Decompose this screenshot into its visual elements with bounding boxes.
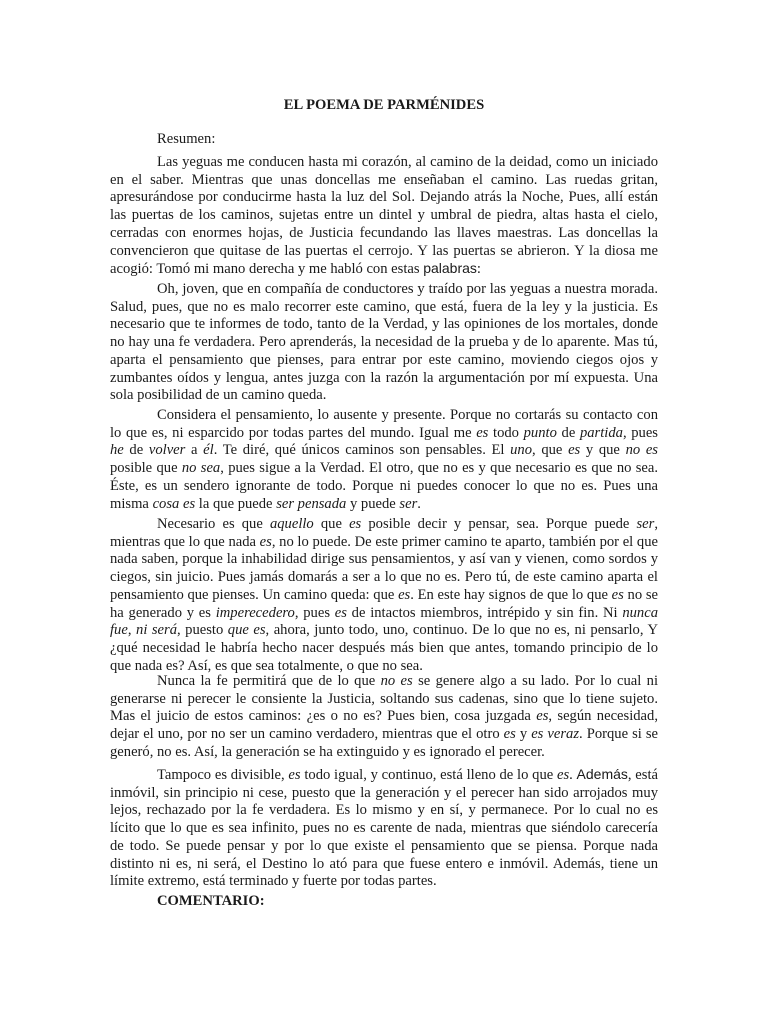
text-run: no es	[625, 442, 658, 459]
text-run: partida	[579, 424, 623, 441]
text-run: es	[611, 586, 624, 603]
text-run: :	[476, 261, 481, 278]
text-run: la que puede	[195, 495, 277, 512]
text-run: uno	[510, 442, 533, 459]
text-run: es	[288, 767, 301, 783]
text-run: no sea	[181, 460, 221, 477]
text-run: , ahora, junto todo, uno, continuo. De lo que no es, ni pensarlo, Y ¿qué necesidad le habría hecho nacer después más bien que antes, tomando principio de lo que nada es? Así, es que sea totalmente, o que no sea.	[110, 622, 659, 674]
text-run: . Porque si se generó, no es. Así, la generación se ha extinguido y es ignorado el perecer.	[110, 726, 659, 760]
text-run: se genere algo a su lado. Por lo cual ni generarse ni perecer le consiente la Justicia, soltando sus cadenas, sino que lo tiene sujeto. Mas el juicio de estos caminos: ¿es o no es? Pues bien, cosa juzgada	[110, 673, 658, 725]
text-run: de	[556, 424, 580, 441]
text-run: que	[313, 516, 350, 532]
text-run: Necesario es que	[157, 516, 270, 532]
summary-label: Resumen:	[157, 131, 216, 147]
text-run: volver	[148, 442, 186, 459]
text-run: aquello	[269, 516, 314, 532]
paragraph-nunca	[110, 673, 658, 762]
text-run: y que	[580, 442, 626, 459]
comment-heading: COMENTARIO:	[157, 893, 265, 909]
text-run: Considera el pensamiento, lo ausente y presente. Porque no cortarás su contacto con lo que es, ni esparcido por todas partes del mundo. Igual me	[110, 407, 658, 441]
text-run: no es	[380, 673, 413, 689]
text-run: palabras	[423, 260, 477, 277]
text-run: ni será	[136, 622, 178, 639]
text-run: de intactos miembros, intrépido y sin fin. Ni	[346, 604, 623, 621]
text-run: nunca fue	[110, 604, 658, 639]
text-run: , no lo puede. De este primer camino te aparto, también por el que nada saben, porque la inhabilidad dirige sus pensamientos, y así van y vienen, como sordos y ciegos, sin juicio. Pues jamás domarás a ser a lo que no es. Pero tú, de este camino aparta el pensamiento que pienses. Un camino queda: que	[110, 533, 658, 603]
text-run: y	[515, 726, 532, 743]
text-run: él	[203, 442, 214, 459]
paragraph-joven	[110, 281, 658, 405]
text-run: no se ha generado y es	[110, 586, 658, 621]
text-run: a	[185, 442, 204, 459]
text-run: ser	[399, 495, 418, 512]
text-run: es	[503, 726, 516, 743]
text-run: es	[334, 604, 347, 621]
text-run: . En este hay signos de que lo que	[410, 586, 612, 603]
text-run: es	[259, 533, 272, 550]
paragraph-yeguas	[110, 154, 658, 279]
text-run: ,	[127, 622, 137, 639]
text-run: todo igual, y continuo, está lleno de lo que	[300, 767, 557, 783]
text-run: , pues sigue a la Verdad. El otro, que no es y que necesario es que no sea. Éste, es un sendero ignorante de todo. Porque ni puedes conocer lo que no es. Pues una misma	[110, 460, 659, 512]
text-run: es	[536, 708, 549, 725]
paragraph-tampoco	[110, 766, 658, 891]
paragraph-considera	[110, 407, 658, 513]
text-run: es	[568, 442, 581, 459]
text-run: es veraz	[531, 726, 580, 743]
text-run: , según necesidad, dejar el uno, por no ser un camino verdadero, mientras que el otro	[110, 708, 658, 743]
text-run: Nunca la fe permitirá que de lo que	[157, 673, 381, 689]
text-run: ser pensada	[276, 495, 347, 512]
text-run: todo	[488, 424, 524, 441]
text-run: es	[349, 516, 362, 532]
text-run: , pues	[622, 424, 658, 441]
text-run: he	[110, 442, 124, 459]
text-run: Tampoco es divisible,	[157, 767, 289, 783]
text-run: . Te diré, qué únicos caminos son pensables. El	[213, 442, 511, 459]
text-run: , pues	[294, 604, 335, 621]
text-run: .	[417, 495, 421, 512]
text-run: Las yeguas me conducen hasta mi corazón, al camino de la deidad, como un iniciado en el saber. Mientras que unas doncellas me enseñaban el camino. Las ruedas gritan, apresurándose por conducirme hasta la luz del Sol. Dejando atrás la Noche, Pues, allí están las puertas de los caminos, sujetas entre un dintel y umbral de piedra, altas hasta el cielo, cerradas con enormes hojas, de Justicia fecundando las llaves maestras. Las doncellas la convencieron que quitase de las puertas el cerrojo. Y las puertas se abrieron. Y la diosa me acogió: Tomó mi mano derecha y me habló con estas	[110, 154, 658, 278]
text-run: Oh, joven, que en compañía de conductores y traído por las yeguas a nuestra morada. Salud, pues, que no es malo recorrer este camino, que está, fuera de la ley y la justicia. Es necesario que te informes de todo, tanto de la Verdad, y las opiniones de los mortales, donde no hay una fe verdadera. Pero aprenderás, la necesidad de la prueba y de lo aparente. Mas tú, aparta el pensamiento que pienses, para entrar por este camino, moviendo ciegos ojos y zumbantes oídos y lengua, antes juzga con la razón la argumentación por mí expuesta. Una sola posibilidad de un camino queda.	[110, 281, 658, 404]
text-run: que es	[227, 622, 266, 639]
text-run: ser	[636, 516, 655, 532]
text-run: posible decir y pensar, sea. Porque puede	[361, 516, 637, 532]
paragraph-necesario	[110, 516, 658, 675]
text-run: , puesto	[177, 622, 228, 639]
text-run: es	[556, 767, 570, 783]
text-run: , mientras que lo que nada	[110, 516, 658, 550]
document-title: EL POEMA DE PARMÉNIDES	[283, 97, 485, 113]
text-run: de	[123, 442, 149, 459]
text-run: , que	[532, 442, 569, 459]
text-run: posible que	[110, 460, 182, 477]
text-run: es	[398, 586, 411, 603]
text-run: es	[476, 424, 489, 441]
text-run: imperecedero	[215, 604, 295, 621]
text-run: y puede	[346, 495, 400, 512]
text-run: Además	[576, 766, 628, 782]
text-run: .	[569, 767, 577, 783]
text-run: , está inmóvil, sin principio ni cese, puesto que la generación y el perecer han sido arrojados muy lejos, rechazado por la fe verdadera. Es lo mismo y en sí, y permanece. Por lo cual no es lícito que lo que es sea infinito, pues no es carente de nada, mientras que siéndolo carecería de todo. Se puede pensar y por lo que existe el pensamiento que se piensa. Porque nada distinto ni es, ni será, el Destino lo ató para que fuese entero e inmóvil. Además, tiene un límite extremo, está terminado y fuerte por todas partes.	[110, 767, 658, 890]
text-run: cosa es	[152, 495, 196, 512]
text-run: punto	[523, 424, 557, 441]
